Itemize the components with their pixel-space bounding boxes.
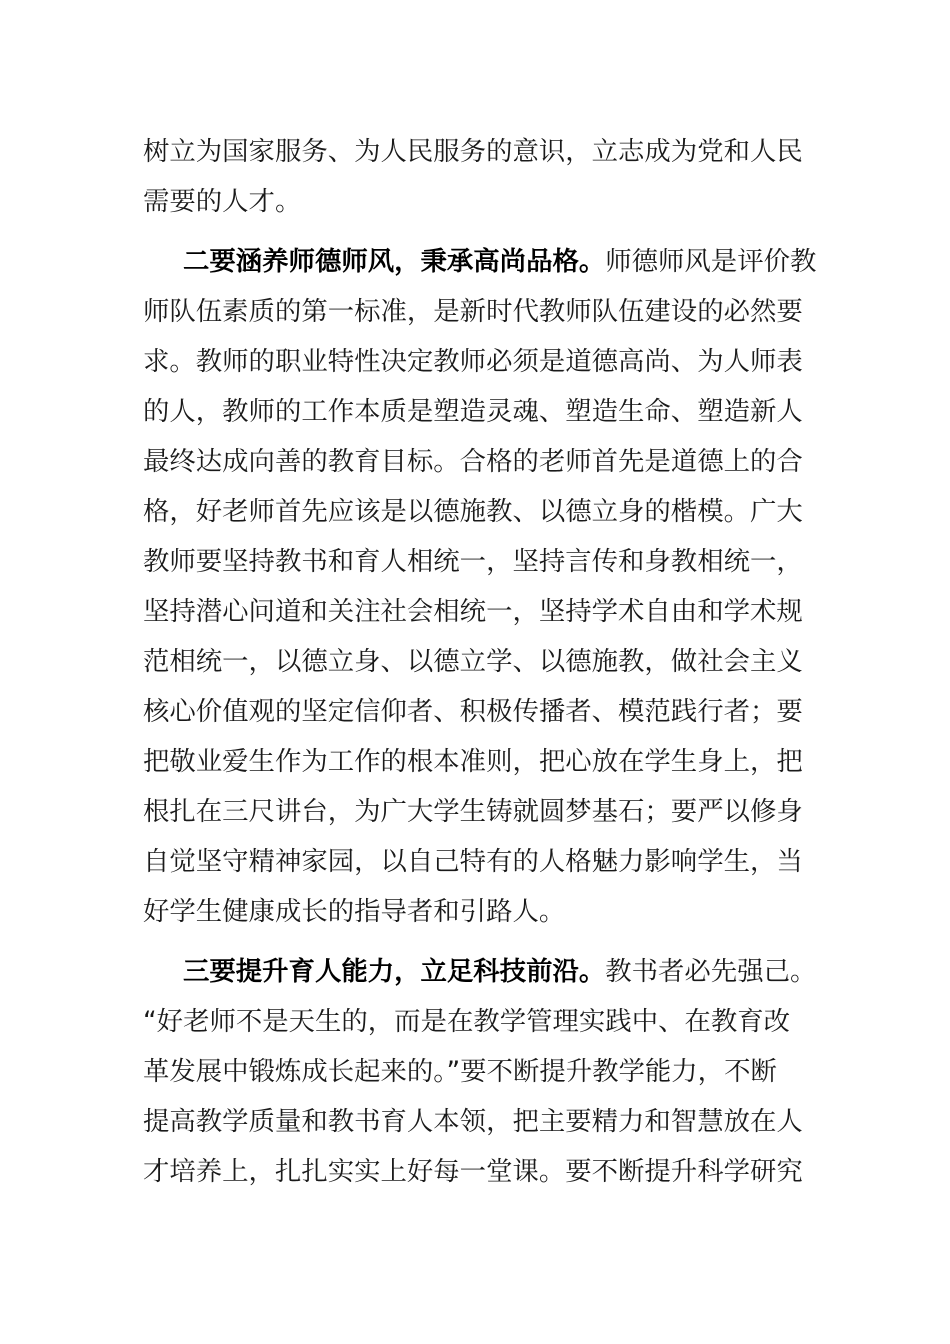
paragraph-3 — [143, 947, 817, 1197]
text-line: 才培养上，扎扎实实上好每一堂课。要不断提升科学研究 — [143, 1156, 803, 1187]
text-line: 根扎在三尺讲台，为广大学生铸就圆梦基石；要严以修身 — [143, 796, 803, 827]
text-line: 坚持潜心问道和关注社会相统一，坚持学术自由和学术规 — [143, 596, 803, 627]
text-line: 树立为国家服务、为人民服务的意识，立志成为党和人民 — [143, 136, 803, 167]
paragraph-first-line — [143, 237, 817, 287]
text-line: 把敬业爱生作为工作的根本准则，把心放在学生身上，把 — [143, 746, 803, 777]
text-line: 师队伍素质的第一标准，是新时代教师队伍建设的必然要 — [143, 296, 803, 327]
text-line: 范相统一，以德立身、以德立学、以德施教，做社会主义 — [143, 646, 803, 677]
text-line: 的人，教师的工作本质是塑造灵魂、塑造生命、塑造新人 — [143, 396, 803, 427]
text-line: 需要的人才。 — [143, 186, 302, 217]
text-line: 核心价值观的坚定信仰者、积极传播者、模范践行者；要 — [143, 696, 803, 727]
text-line: 革发展中锻炼成长起来的。”要不断提升教学能力，不断 — [143, 1056, 777, 1087]
text-line: “好老师不是天生的，而是在教学管理实践中、在教育改 — [143, 1006, 791, 1037]
text-line: 好学生健康成长的指导者和引路人。 — [143, 896, 566, 927]
document-page — [143, 127, 817, 1197]
text-run: 教书者必先强己。 — [605, 956, 817, 987]
text-line: 求。教师的职业特性决定教师必须是道德高尚、为人师表 — [143, 346, 803, 377]
text-line: 教师要坚持教书和育人相统一，坚持言传和身教相统一， — [143, 546, 803, 577]
text-line: 格，好老师首先应该是以德施教、以德立身的楷模。广大 — [143, 496, 803, 527]
text-line: 自觉坚守精神家园，以自己特有的人格魅力影响学生，当 — [143, 846, 803, 877]
paragraph-1 — [143, 127, 809, 227]
text-line: 最终达成向善的教育目标。合格的老师首先是道德上的合 — [143, 446, 803, 477]
paragraph-first-line — [143, 947, 817, 997]
text-run: 师德师风是评价教 — [605, 246, 817, 277]
text-line: 提高教学质量和教书育人本领，把主要精力和智慧放在人 — [143, 1106, 803, 1137]
paragraph-2 — [143, 237, 817, 937]
paragraph-heading: 二要涵养师德师风，秉承高尚品格。 — [183, 246, 606, 277]
paragraph-heading: 三要提升育人能力，立足科技前沿。 — [183, 956, 606, 987]
